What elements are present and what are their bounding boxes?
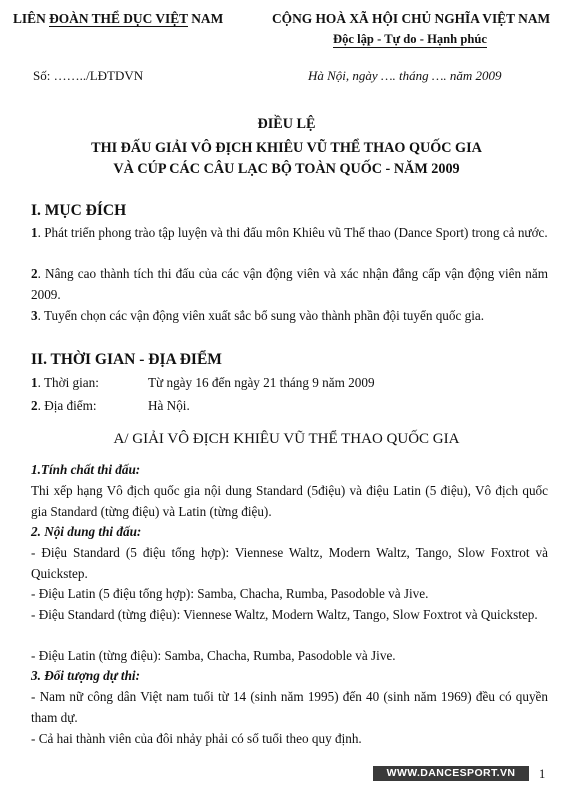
item-text: . Tuyển chọn các vận động viên xuất sắc bổ sung vào thành phần đội tuyển quốc gia. — [37, 308, 485, 323]
purpose-item-1 — [31, 223, 548, 244]
title-line-1: ĐIỀU LỆ — [257, 116, 316, 132]
participants-heading: 3. Đối tượng dự thi: — [31, 668, 140, 683]
purpose-item-3 — [31, 306, 548, 327]
title-line-2: THI ĐẤU GIẢI VÔ ĐỊCH KHIÊU VŨ THỂ THAO QUỐC GIA — [91, 140, 482, 156]
org-underlined: ĐOÀN THỂ DỤC VIỆT — [49, 11, 188, 26]
org-prefix: LIÊN — [13, 11, 50, 26]
row-label: . Thời gian: — [37, 375, 99, 390]
competition-nature-heading: 1.Tính chất thi đấu: — [31, 462, 141, 477]
reference-number: Số: ……../LĐTDVN — [33, 68, 144, 83]
title-line-3: VÀ CÚP CÁC CÂU LẠC BỘ TOÀN QUỐC - NĂM 2009 — [113, 161, 460, 177]
org-suffix: NAM — [187, 11, 224, 26]
participant-item: - Nam nữ công dân Việt nam tuổi từ 14 (sinh năm 1995) đến 40 (sinh năm 1969) đều có quyền tham dự. — [31, 689, 548, 725]
item-number: 2 — [31, 266, 38, 281]
content-item: - Điệu Latin (5 điệu tổng hợp): Samba, Chacha, Rumba, Pasodoble và Jive. — [31, 586, 429, 601]
content-item: - Điệu Standard (từng điệu): Viennese Waltz, Modern Waltz, Tango, Slow Foxtrot và Quickstep. — [31, 607, 538, 622]
page-number: 1 — [539, 767, 546, 781]
competition-nature-text: Thi xếp hạng Vô địch quốc gia nội dung Standard (5điệu) và điệu Latin (5 điệu), Vô địch quốc gia Standard (từng điệu) và Latin (từng điệu). — [31, 483, 548, 519]
row-value: Từ ngày 16 đến ngày 21 tháng 9 năm 2009 — [148, 375, 375, 390]
participant-item: - Cả hai thành viên của đôi nhảy phải có số tuổi theo quy định. — [31, 731, 362, 746]
item-text: . Phát triển phong trào tập luyện và thi đấu môn Khiêu vũ Thể thao (Dance Sport) trong cả nước. — [37, 225, 548, 240]
document-date: Hà Nội, ngày …. tháng …. năm 2009 — [308, 68, 502, 83]
row-label: . Địa điểm: — [37, 398, 97, 413]
time-row — [31, 373, 548, 394]
row-value: Hà Nội. — [148, 398, 190, 413]
row-number: 1 — [31, 375, 38, 390]
competition-content-heading: 2. Nội dung thi đấu: — [31, 524, 142, 539]
website-badge: WWW.DANCESPORT.VN — [373, 766, 529, 781]
section-time-place-heading: II. THỜI GIAN - ĐỊA ĐIỂM — [31, 351, 222, 368]
content-item: - Điệu Standard (5 điệu tổng hợp): Viennese Waltz, Modern Waltz, Tango, Slow Foxtrot và Quickstep. — [31, 545, 548, 581]
national-motto: Độc lập - Tự do - Hạnh phúc — [333, 32, 487, 46]
part-a-heading: A/ GIẢI VÔ ĐỊCH KHIÊU VŨ THỂ THAO QUỐC GIA — [113, 431, 460, 447]
content-item: - Điệu Latin (từng điệu): Samba, Chacha, Rumba, Pasodoble và Jive. — [31, 648, 396, 663]
item-number: 1 — [31, 225, 38, 240]
row-number: 2 — [31, 398, 38, 413]
item-text: . Nâng cao thành tích thi đấu của các vận động viên và xác nhận đẳng cấp vận động viên năm 2009. — [31, 266, 548, 302]
section-purpose-heading: I. MỤC ĐÍCH — [31, 202, 127, 219]
purpose-item-2 — [31, 264, 548, 305]
item-number: 3 — [31, 308, 38, 323]
organization-name — [13, 9, 223, 30]
place-row — [31, 396, 548, 417]
republic-name: CỘNG HOÀ XÃ HỘI CHỦ NGHĨA VIỆT NAM — [272, 11, 551, 26]
